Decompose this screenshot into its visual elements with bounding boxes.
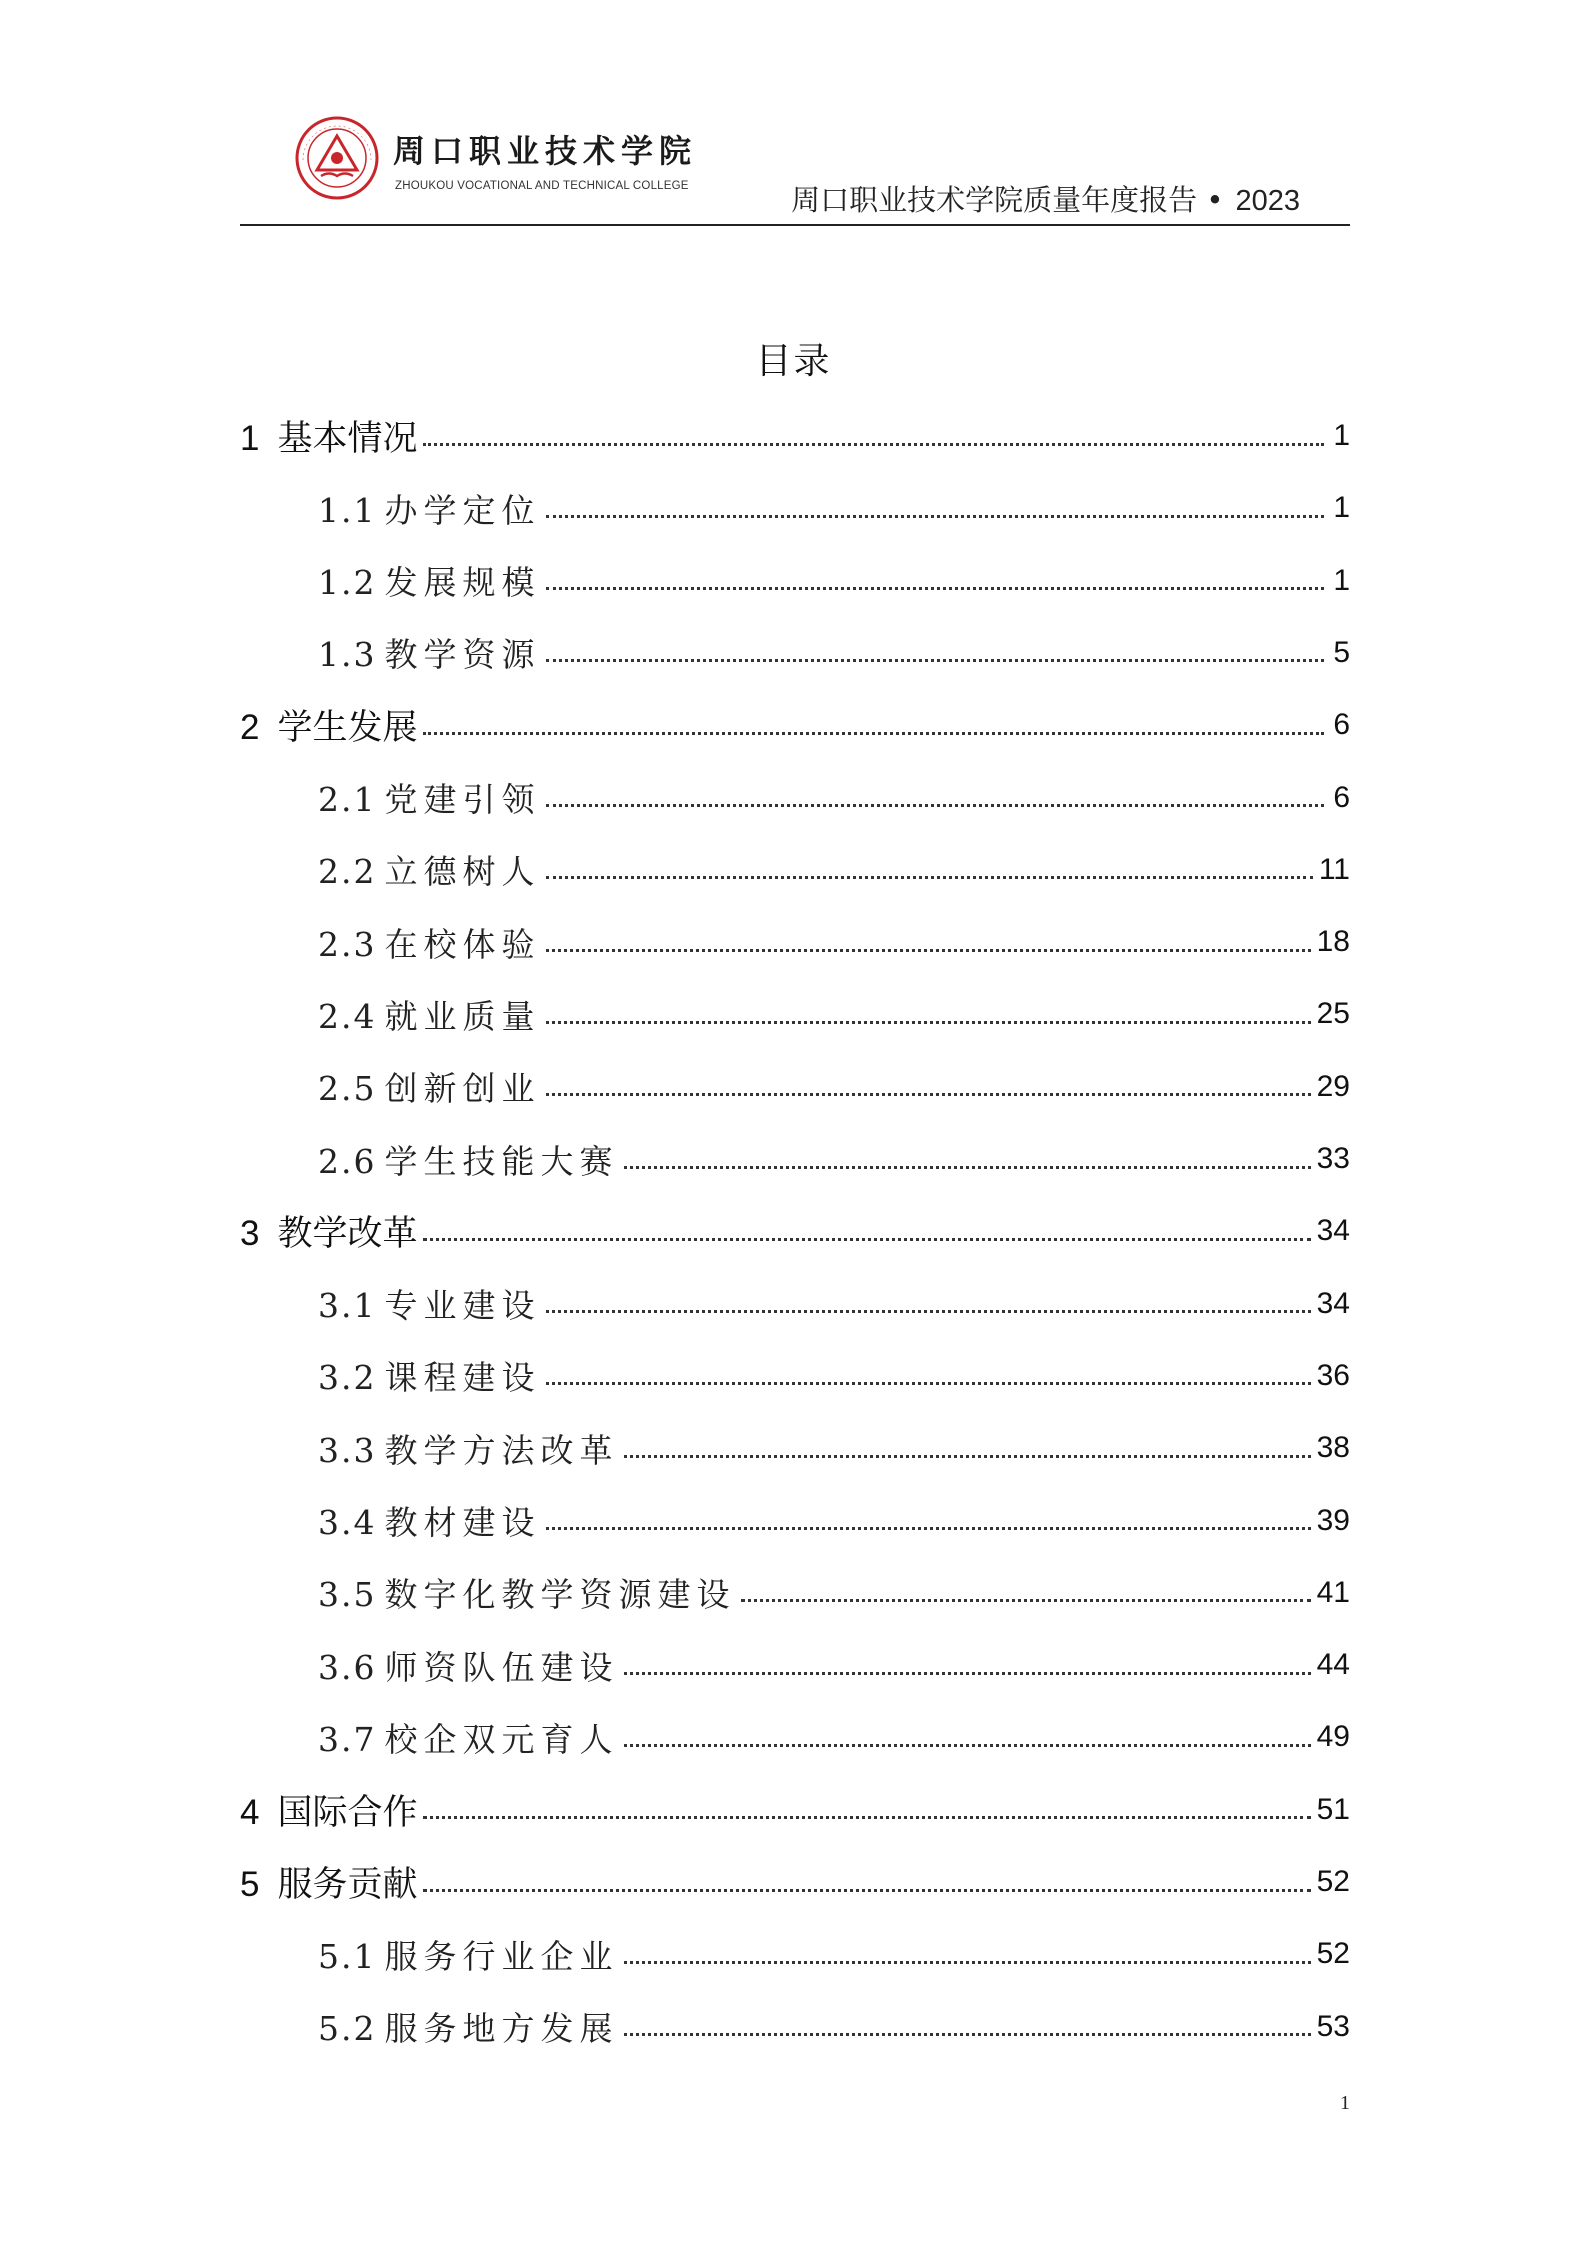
toc-entry[interactable] <box>240 695 1350 755</box>
toc-entry-page: 33 <box>1316 1142 1350 1175</box>
toc-entry[interactable] <box>318 1997 1350 2057</box>
toc-entry-number: 4 <box>240 1792 260 1832</box>
toc-entry-number: 2.5 <box>318 1069 377 1109</box>
toc-entry-title: 创新创业 <box>384 1069 541 1109</box>
toc-entry[interactable] <box>318 912 1350 972</box>
toc-entry[interactable] <box>240 1852 1350 1912</box>
toc-dot-leader <box>546 1310 1310 1313</box>
toc-dot-leader <box>546 1382 1310 1385</box>
toc-entry-title: 专业建设 <box>384 1286 541 1326</box>
college-logo-icon <box>295 116 379 200</box>
toc-entry-label <box>318 1931 618 1978</box>
toc-entry[interactable] <box>318 1635 1350 1695</box>
toc-entry-title: 就业质量 <box>384 996 541 1036</box>
toc-entry-title: 基本情况 <box>277 419 418 459</box>
toc-entry[interactable] <box>318 478 1350 538</box>
report-title-text: 周口职业技术学院质量年度报告 • <box>791 183 1224 217</box>
header-divider <box>240 224 1350 226</box>
toc-entry-title: 服务行业企业 <box>384 1936 619 1976</box>
toc-entry-label <box>318 485 540 532</box>
toc-entry-label <box>318 1497 540 1544</box>
toc-dot-leader <box>423 732 1324 735</box>
toc-entry[interactable] <box>240 406 1350 466</box>
toc-dot-leader <box>546 1021 1310 1024</box>
toc-entry-page: 11 <box>1318 852 1350 886</box>
toc-entry-number: 3.5 <box>318 1575 377 1615</box>
toc-entry[interactable] <box>318 1274 1350 1334</box>
toc-entry-label <box>318 991 540 1038</box>
toc-entry[interactable] <box>240 1201 1350 1261</box>
toc-entry-page: 29 <box>1316 1069 1350 1103</box>
toc-entry-page: 1 <box>1333 563 1350 597</box>
toc-entry-label <box>318 774 540 821</box>
toc-entry-title: 立德树人 <box>384 852 541 892</box>
toc-entry-number: 3.2 <box>318 1358 377 1398</box>
toc-dot-leader <box>546 1093 1310 1096</box>
toc-entry-page: 1 <box>1333 419 1350 452</box>
toc-entry-number: 1.1 <box>318 490 377 530</box>
toc-dot-leader <box>546 1527 1310 1530</box>
toc-entry-label <box>240 1857 417 1907</box>
toc-entry-label <box>318 629 540 676</box>
toc-entry[interactable] <box>318 1057 1350 1117</box>
toc-entry-page: 44 <box>1316 1648 1350 1682</box>
toc-dot-leader <box>546 876 1312 879</box>
toc-entry-page: 34 <box>1316 1286 1350 1320</box>
toc-entry-number: 5 <box>240 1865 260 1904</box>
toc-dot-leader <box>546 659 1324 662</box>
toc-entry-title: 党建引领 <box>384 780 541 819</box>
school-name-cn: 周口职业技术学院 <box>393 132 698 170</box>
toc-entry-page: 51 <box>1316 1792 1350 1826</box>
toc-entry-number: 3.1 <box>318 1286 377 1326</box>
toc-dot-leader <box>624 1166 1310 1169</box>
toc-entry-label <box>318 1425 618 1472</box>
toc-dot-leader <box>624 1672 1310 1675</box>
toc-dot-leader <box>624 1455 1310 1458</box>
toc-dot-leader <box>546 804 1324 807</box>
toc-entry-title: 师资队伍建设 <box>384 1647 619 1687</box>
toc-entry[interactable] <box>318 1346 1350 1406</box>
toc-dot-leader <box>423 1889 1310 1892</box>
toc-entry-page: 52 <box>1316 1865 1350 1898</box>
toc-entry-number: 2.6 <box>318 1141 377 1181</box>
toc-entry[interactable] <box>318 768 1350 828</box>
toc-entry-title: 发展规模 <box>384 563 541 603</box>
toc-entry[interactable] <box>318 984 1350 1044</box>
toc-entry-number: 2.3 <box>318 924 377 964</box>
toc-entry[interactable] <box>318 840 1350 900</box>
toc-entry-label <box>240 1785 417 1835</box>
toc-entry-title: 教材建设 <box>384 1503 541 1542</box>
toc-entry-title: 教学方法改革 <box>384 1430 619 1470</box>
toc-entry-label <box>240 700 417 750</box>
toc-entry-page: 6 <box>1333 708 1350 742</box>
toc-dot-leader <box>741 1599 1310 1602</box>
report-title <box>791 178 1300 219</box>
toc-entry-number: 5.1 <box>318 1936 377 1976</box>
toc-title: 目录 <box>755 341 832 382</box>
toc-entry-page: 52 <box>1316 1937 1350 1971</box>
toc-entry-label <box>318 1352 540 1399</box>
report-year: 2023 <box>1235 185 1300 217</box>
toc-entry-label <box>318 1642 618 1689</box>
toc-entry-page: 39 <box>1316 1503 1350 1537</box>
toc-entry-number: 2 <box>240 708 260 748</box>
toc-entry-page: 34 <box>1316 1214 1350 1248</box>
toc-entry-number: 2.4 <box>318 996 377 1036</box>
toc-entry-label <box>318 557 540 604</box>
toc-entry-page: 6 <box>1333 780 1350 814</box>
toc-entry-number: 1.3 <box>318 635 377 675</box>
toc-entry-number: 3.6 <box>318 1647 377 1687</box>
toc-entry-page: 1 <box>1333 491 1350 525</box>
school-name-en: ZHOUKOU VOCATIONAL AND TECHNICAL COLLEGE <box>395 180 689 192</box>
toc-dot-leader <box>546 587 1324 590</box>
toc-entry[interactable] <box>318 1707 1350 1767</box>
toc-entry-title: 课程建设 <box>384 1358 541 1398</box>
toc-dot-leader <box>423 1238 1310 1241</box>
toc-entry[interactable] <box>318 551 1350 611</box>
toc-entry-title: 在校体验 <box>384 924 541 964</box>
page-number: 1 <box>1340 2092 1350 2114</box>
toc-entry-number: 3.4 <box>318 1503 377 1542</box>
toc-entry[interactable] <box>318 623 1350 683</box>
toc-entry[interactable] <box>318 1491 1350 1551</box>
toc-entry[interactable] <box>240 1780 1350 1840</box>
toc-entry-title: 国际合作 <box>277 1792 418 1833</box>
toc-dot-leader <box>624 2033 1310 2036</box>
toc-entry-page: 49 <box>1316 1720 1350 1754</box>
toc-entry-label <box>318 1280 540 1327</box>
page-header <box>240 110 1350 226</box>
toc-entry-title: 学生发展 <box>277 708 418 749</box>
toc-dot-leader <box>423 1816 1310 1819</box>
toc-entry[interactable] <box>318 1418 1350 1478</box>
toc-entry-number: 3.3 <box>318 1430 377 1470</box>
toc-entry-label <box>318 1136 618 1183</box>
toc-entry-label <box>318 2003 618 2050</box>
toc-dot-leader <box>546 515 1324 518</box>
toc-entry-page: 18 <box>1316 925 1350 959</box>
toc-entry[interactable] <box>318 1563 1350 1623</box>
toc-entry-title: 校企双元育人 <box>384 1719 619 1759</box>
toc-entry-label <box>318 1569 735 1616</box>
toc-entry-number: 1 <box>240 419 260 458</box>
toc-entry-number: 3.7 <box>318 1719 377 1759</box>
toc-entry-title: 数字化教学资源建设 <box>384 1575 736 1615</box>
toc-entry-page: 25 <box>1316 997 1350 1031</box>
toc-entry-title: 教学资源 <box>384 635 541 675</box>
toc-entry-label <box>318 1063 540 1110</box>
toc-entry-page: 38 <box>1316 1431 1350 1465</box>
toc-entry-title: 服务地方发展 <box>384 2009 619 2049</box>
toc-entry-label <box>240 1206 417 1256</box>
toc-entry-title: 教学改革 <box>277 1214 418 1255</box>
toc-entry-number: 3 <box>240 1214 260 1254</box>
toc-entry-page: 5 <box>1333 635 1350 669</box>
toc-entry-title: 办学定位 <box>384 490 541 530</box>
toc-entry-page: 53 <box>1316 2009 1350 2043</box>
toc-entry-number: 2.1 <box>318 780 377 819</box>
toc-dot-leader <box>546 949 1310 952</box>
toc-entry-label <box>318 1714 618 1761</box>
toc-entry[interactable] <box>318 1129 1350 1189</box>
toc-dot-leader <box>624 1961 1310 1964</box>
toc-entry[interactable] <box>318 1924 1350 1984</box>
toc-entry-title: 服务贡献 <box>277 1865 418 1905</box>
toc-dot-leader <box>423 443 1324 446</box>
toc-entry-label <box>318 846 540 893</box>
toc-entry-label <box>240 411 417 461</box>
toc-dot-leader <box>624 1744 1310 1747</box>
toc-entry-title: 学生技能大赛 <box>384 1141 619 1181</box>
toc-entry-number: 5.2 <box>318 2009 377 2049</box>
toc-entry-page: 41 <box>1316 1575 1350 1609</box>
toc-entry-page: 36 <box>1316 1358 1350 1392</box>
toc-entry-number: 2.2 <box>318 852 377 892</box>
toc-entry-number: 1.2 <box>318 563 377 603</box>
toc-entry-label <box>318 919 540 966</box>
